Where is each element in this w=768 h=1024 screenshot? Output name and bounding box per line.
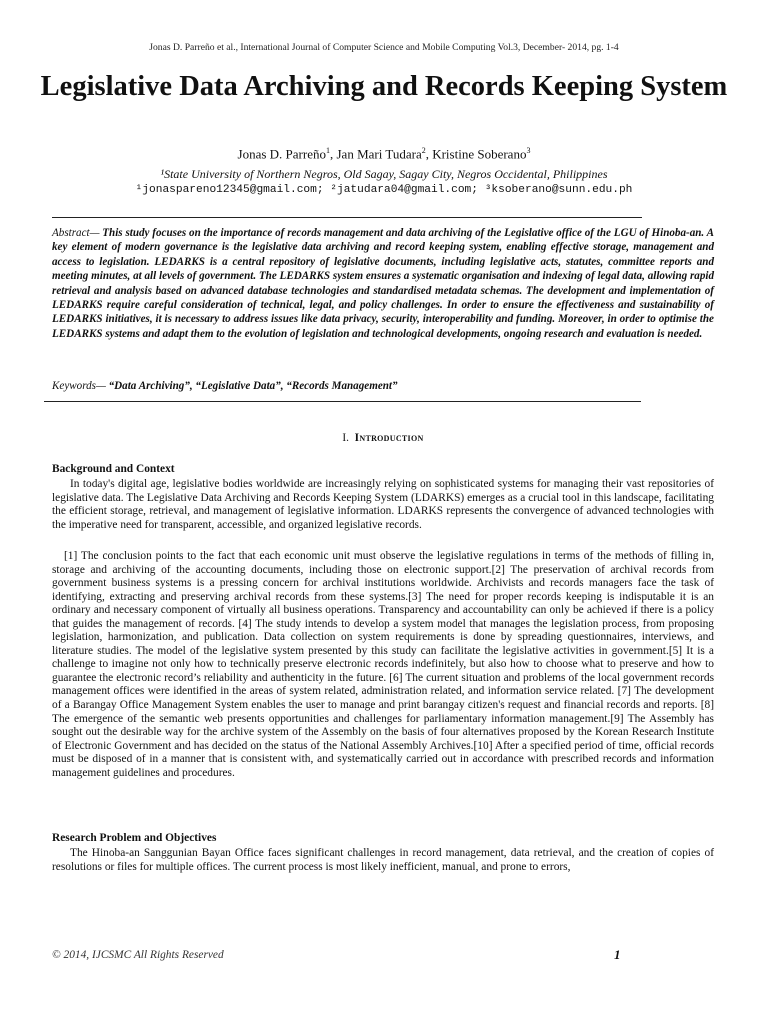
keywords-bottom-rule: [44, 401, 641, 402]
subsection-heading: Research Problem and Objectives: [52, 832, 217, 844]
keywords-label: Keywords—: [52, 380, 109, 392]
author-name: Jan Mari Tudara: [336, 146, 422, 162]
abstract-text: This study focuses on the importance of records management and data archiving of the Legislative office of the LGU of Hinoba-an. A key element of modern governance is the legislative data archiving and record keeping system, enabling effective storage, management and access to legislation. LEDARKS is a central repository of legislative documents, including legislative acts, statutes, committee reports and meeting minutes, at all levels of government. The LEDARKS system ensures a systematic organisation and indexing of legal data, allowing rapid retrieval and analysis based on advanced database technologies and standardised metadata schemas. The development and implementation of LEDARKS require careful consideration of technical, legal, and policy challenges. In order to ensure the effectiveness and sustainability of LEDARKS initiatives, it is necessary to address issues like data privacy, security, interoperability and funding. Moreover, in order to optimise the LEDARKS systems and adapt them to the evolution of legislation and technological developments, ongoing research and evaluation is needed.: [52, 227, 714, 340]
body-paragraph: In today's digital age, legislative bodies worldwide are increasingly relying on sophisticated systems for managing their vast repositories of legislative data. The Legislative Data Archiving and Records Keeping System (LDARKS) emerges as a crucial tool in this landscape, facilitating the efficient storage, retrieval, and management of legislative information. LDARKS represents the convergence of advanced technologies with the imperative need for transparent, accessible, and organized legislative records.: [52, 478, 714, 531]
author-list: Jonas D. Parreño$^1$, Jan Mari Tudara$^2$, Kristine Soberano$^3$: [237, 146, 531, 162]
affiliation: ¹State University of Northern Negros, Old Sagay, Sagay City, Negros Occidental, Philippines: [160, 167, 608, 181]
abstract-label: Abstract—: [52, 227, 103, 239]
copyright-footer: © 2014, IJCSMC All Rights Reserved: [52, 949, 224, 961]
page-number: 1: [614, 947, 621, 962]
body-paragraph: [1] The conclusion points to the fact that each economic unit must observe the legislative regulations in terms of the methods of filling in, storage and archiving of the accounting documents, including those on electronic support.[2] The preservation of archival records from government business systems is a pressing concern for archival institutions worldwide. Archivists and records managers face the task of identifying, extracting and preserving archival records from these systems.[3] The need for proper records keeping is indisputable it is an ordinary and necessary component of virtually all business operations. Transparency and accountability can only be achieved if there is a policy that guides the management of records. [4] The study intends to develop a system model that manages the legislation process, from proposing legislation, harmonization, and publication. Data collection on system requirements is done by spreading questionnaires, interviews, and literature studies. The model of the legislative system presented by this study can facilitate the legislative activities in government.[5] It is a challenge to imagine not only how to technically preserve electronic records indefinitely, but also how to choose what to preserve and how to guarantee the electronic record’s reliability and authenticity in the future. [6] The current situation and problems of the local government records management offices were identified in the areas of system related, administration related, and information service related. [7] The development of a Barangay Office Management System enables the user to manage and print barangay citizen's request and financial records and reports. [8] The emergence of the semantic web presents opportunities and challenges for parliamentary information management.[9] The Assembly has sought out the desirable way for the archive system of the Assembly on the basis of four alternatives proposed by the Korean Research Institute of Electronic Government and has decided on the status of the National Assembly Archives.[10] After a specified period of time, official records must be disposed of in a manner that is consistent with, and systematically carried out in accordance with prescribed records and information management guidelines and procedures.: [52, 550, 714, 779]
subsection-heading: Background and Context: [52, 463, 175, 475]
abstract: [52, 226, 714, 341]
author-name: Kristine Soberano: [432, 146, 527, 162]
running-head: Jonas D. Parreño et al., International Journal of Computer Science and Mobile Computing Vol.3, December- 2014, pg. 1-4: [149, 42, 619, 53]
section-number: I.: [342, 432, 350, 444]
author-emails: ¹jonaspareno12345@gmail.com; ²jatudara04@gmail.com; ³ksoberano@sunn.edu.ph: [135, 184, 633, 196]
author-affiliation-mark: 2: [421, 146, 426, 155]
body-paragraph: The Hinoba-an Sanggunian Bayan Office faces significant challenges in record management, data retrieval, and the creation of copies of resolutions or files for multiple offices. The current process is most likely inefficient, manual, and prone to errors,: [52, 847, 714, 873]
author-affiliation-mark: 1: [326, 146, 330, 155]
abstract-top-rule: [52, 217, 642, 218]
author-affiliation-mark: 3: [526, 146, 531, 155]
section-title: Introduction: [354, 432, 424, 444]
author-name: Jonas D. Parreño: [237, 146, 326, 162]
keywords: [52, 380, 714, 392]
section-heading: [52, 432, 714, 444]
keywords-text: “Data Archiving”, “Legislative Data”, “Records Management”: [108, 380, 398, 392]
paper-title: Legislative Data Archiving and Records Keeping System: [40, 71, 728, 102]
